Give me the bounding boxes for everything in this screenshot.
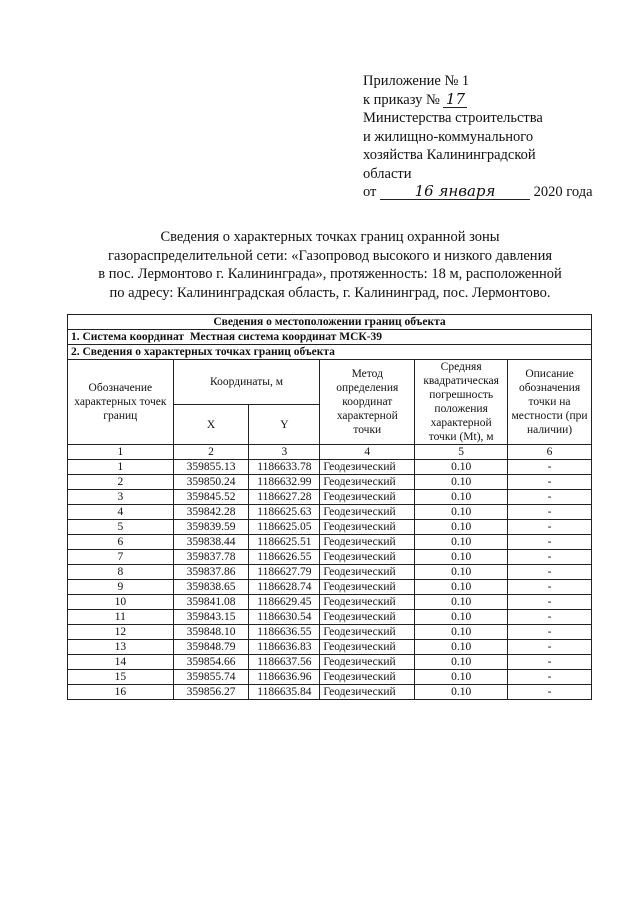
point-number: 12 <box>68 625 174 640</box>
x-coordinate: 359843.15 <box>173 610 249 625</box>
description-cell: - <box>508 625 592 640</box>
point-number: 16 <box>68 685 174 700</box>
x-coordinate: 359837.86 <box>173 565 249 580</box>
method-cell: Геодезический <box>320 505 415 520</box>
y-coordinate: 1186636.55 <box>249 625 320 640</box>
table-row <box>68 490 592 505</box>
appendix-line: хозяйства Калининградской <box>363 147 536 163</box>
x-coordinate: 359838.44 <box>173 535 249 550</box>
table-row <box>68 580 592 595</box>
table-row <box>68 460 592 475</box>
point-number: 15 <box>68 670 174 685</box>
column-number-row <box>68 445 592 460</box>
point-number: 10 <box>68 595 174 610</box>
point-number: 1 <box>68 460 174 475</box>
y-coordinate: 1186636.83 <box>249 640 320 655</box>
x-coordinate: 359839.59 <box>173 520 249 535</box>
point-number: 11 <box>68 610 174 625</box>
table-body <box>68 460 592 700</box>
column-header-designation: Обозначение характерных точек границ <box>68 360 174 445</box>
description-cell: - <box>508 475 592 490</box>
y-coordinate: 1186625.63 <box>249 505 320 520</box>
column-number: 5 <box>415 445 508 460</box>
y-coordinate: 1186625.51 <box>249 535 320 550</box>
title-line: по адресу: Калининградская область, г. Калининград, пос. Лермонтово. <box>109 284 551 301</box>
y-coordinate: 1186635.84 <box>249 685 320 700</box>
y-coordinate: 1186625.05 <box>249 520 320 535</box>
date-prefix: от <box>363 184 377 200</box>
appendix-line: и жилищно-коммунального <box>363 128 534 145</box>
table-row <box>68 550 592 565</box>
column-header-y: Y <box>249 405 320 445</box>
table-row <box>68 625 592 640</box>
error-cell: 0.10 <box>415 565 508 580</box>
x-coordinate: 359848.10 <box>173 625 249 640</box>
description-cell: - <box>508 520 592 535</box>
description-cell: - <box>508 640 592 655</box>
y-coordinate: 1186629.45 <box>249 595 320 610</box>
title-line: в пос. Лермонтово г. Калининграда», протяженность: 18 м, расположенной <box>98 266 562 282</box>
handwritten-date: 16 января <box>380 184 530 200</box>
error-cell: 0.10 <box>415 475 508 490</box>
appendix-line: к приказу № <box>363 91 440 108</box>
table-row <box>68 535 592 550</box>
coordinates-table <box>67 314 592 700</box>
error-cell: 0.10 <box>415 460 508 475</box>
date-line <box>363 183 623 202</box>
table-row <box>68 505 592 520</box>
table-row <box>68 640 592 655</box>
y-coordinate: 1186632.99 <box>249 475 320 490</box>
column-header-description: Описание обозначения точки на местности (при наличии) <box>508 360 592 445</box>
title-line: Сведения о характерных точках границ охранной зоны <box>160 229 500 245</box>
x-coordinate: 359837.78 <box>173 550 249 565</box>
method-cell: Геодезический <box>320 640 415 655</box>
appendix-block <box>363 72 623 202</box>
column-number: 4 <box>320 445 415 460</box>
y-coordinate: 1186628.74 <box>249 580 320 595</box>
error-cell: 0.10 <box>415 505 508 520</box>
document-title <box>80 228 580 302</box>
error-cell: 0.10 <box>415 640 508 655</box>
method-cell: Геодезический <box>320 685 415 700</box>
table-row <box>68 595 592 610</box>
method-cell: Геодезический <box>320 580 415 595</box>
column-header-x: X <box>173 405 249 445</box>
error-cell: 0.10 <box>415 655 508 670</box>
x-coordinate: 359838.65 <box>173 580 249 595</box>
error-cell: 0.10 <box>415 625 508 640</box>
method-cell: Геодезический <box>320 565 415 580</box>
x-coordinate: 359855.74 <box>173 670 249 685</box>
description-cell: - <box>508 565 592 580</box>
x-coordinate: 359854.66 <box>173 655 249 670</box>
table-header: Сведения о местоположении границ объекта <box>68 315 592 330</box>
coordinate-system-value: Местная система координат МСК-39 <box>189 331 383 343</box>
column-number: 3 <box>249 445 320 460</box>
description-cell: - <box>508 685 592 700</box>
order-reference-line <box>363 91 623 110</box>
point-number: 4 <box>68 505 174 520</box>
method-cell: Геодезический <box>320 595 415 610</box>
x-coordinate: 359845.52 <box>173 490 249 505</box>
method-cell: Геодезический <box>320 550 415 565</box>
table-row <box>68 655 592 670</box>
method-cell: Геодезический <box>320 490 415 505</box>
table-row <box>68 670 592 685</box>
y-coordinate: 1186636.96 <box>249 670 320 685</box>
method-cell: Геодезический <box>320 460 415 475</box>
error-cell: 0.10 <box>415 610 508 625</box>
error-cell: 0.10 <box>415 520 508 535</box>
point-number: 14 <box>68 655 174 670</box>
table-row <box>68 520 592 535</box>
handwritten-order-number: 17 <box>443 92 467 108</box>
error-cell: 0.10 <box>415 490 508 505</box>
method-cell: Геодезический <box>320 670 415 685</box>
method-cell: Геодезический <box>320 475 415 490</box>
coordinate-system-label: 1. Система координат <box>71 331 185 343</box>
y-coordinate: 1186626.55 <box>249 550 320 565</box>
error-cell: 0.10 <box>415 595 508 610</box>
column-header-coordinates: Координаты, м <box>173 360 320 405</box>
table-row <box>68 610 592 625</box>
x-coordinate: 359842.28 <box>173 505 249 520</box>
description-cell: - <box>508 490 592 505</box>
description-cell: - <box>508 610 592 625</box>
x-coordinate: 359848.79 <box>173 640 249 655</box>
y-coordinate: 1186637.56 <box>249 655 320 670</box>
point-number: 9 <box>68 580 174 595</box>
error-cell: 0.10 <box>415 535 508 550</box>
table-row <box>68 565 592 580</box>
description-cell: - <box>508 550 592 565</box>
point-number: 6 <box>68 535 174 550</box>
method-cell: Геодезический <box>320 535 415 550</box>
point-number: 7 <box>68 550 174 565</box>
x-coordinate: 359856.27 <box>173 685 249 700</box>
error-cell: 0.10 <box>415 550 508 565</box>
title-line: газораспределительной сети: «Газопровод высокого и низкого давления <box>108 247 552 264</box>
error-cell: 0.10 <box>415 670 508 685</box>
description-cell: - <box>508 655 592 670</box>
appendix-line: Министерства строительства <box>363 110 543 126</box>
description-cell: - <box>508 670 592 685</box>
coordinate-system-row <box>68 330 592 345</box>
description-cell: - <box>508 460 592 475</box>
y-coordinate: 1186633.78 <box>249 460 320 475</box>
error-cell: 0.10 <box>415 580 508 595</box>
point-number: 3 <box>68 490 174 505</box>
date-suffix: 2020 года <box>533 184 593 200</box>
appendix-line: области <box>363 165 412 182</box>
method-cell: Геодезический <box>320 610 415 625</box>
error-cell: 0.10 <box>415 685 508 700</box>
appendix-line: Приложение № 1 <box>363 73 470 89</box>
column-number: 2 <box>173 445 249 460</box>
method-cell: Геодезический <box>320 655 415 670</box>
description-cell: - <box>508 535 592 550</box>
table-row <box>68 685 592 700</box>
description-cell: - <box>508 505 592 520</box>
column-number: 6 <box>508 445 592 460</box>
description-cell: - <box>508 580 592 595</box>
y-coordinate: 1186630.54 <box>249 610 320 625</box>
point-number: 5 <box>68 520 174 535</box>
column-number: 1 <box>68 445 174 460</box>
table-row <box>68 475 592 490</box>
point-number: 13 <box>68 640 174 655</box>
method-cell: Геодезический <box>320 520 415 535</box>
column-header-method: Метод определения координат характерной точки <box>320 360 415 445</box>
x-coordinate: 359841.08 <box>173 595 249 610</box>
point-number: 8 <box>68 565 174 580</box>
x-coordinate: 359850.24 <box>173 475 249 490</box>
method-cell: Геодезический <box>320 625 415 640</box>
column-header-error: Средняя квадратическая погрешность положения характерной точки (Mt), м <box>415 360 508 445</box>
x-coordinate: 359855.13 <box>173 460 249 475</box>
description-cell: - <box>508 595 592 610</box>
y-coordinate: 1186627.28 <box>249 490 320 505</box>
y-coordinate: 1186627.79 <box>249 565 320 580</box>
point-number: 2 <box>68 475 174 490</box>
points-section-label: 2. Сведения о характерных точках границ объекта <box>68 345 592 360</box>
